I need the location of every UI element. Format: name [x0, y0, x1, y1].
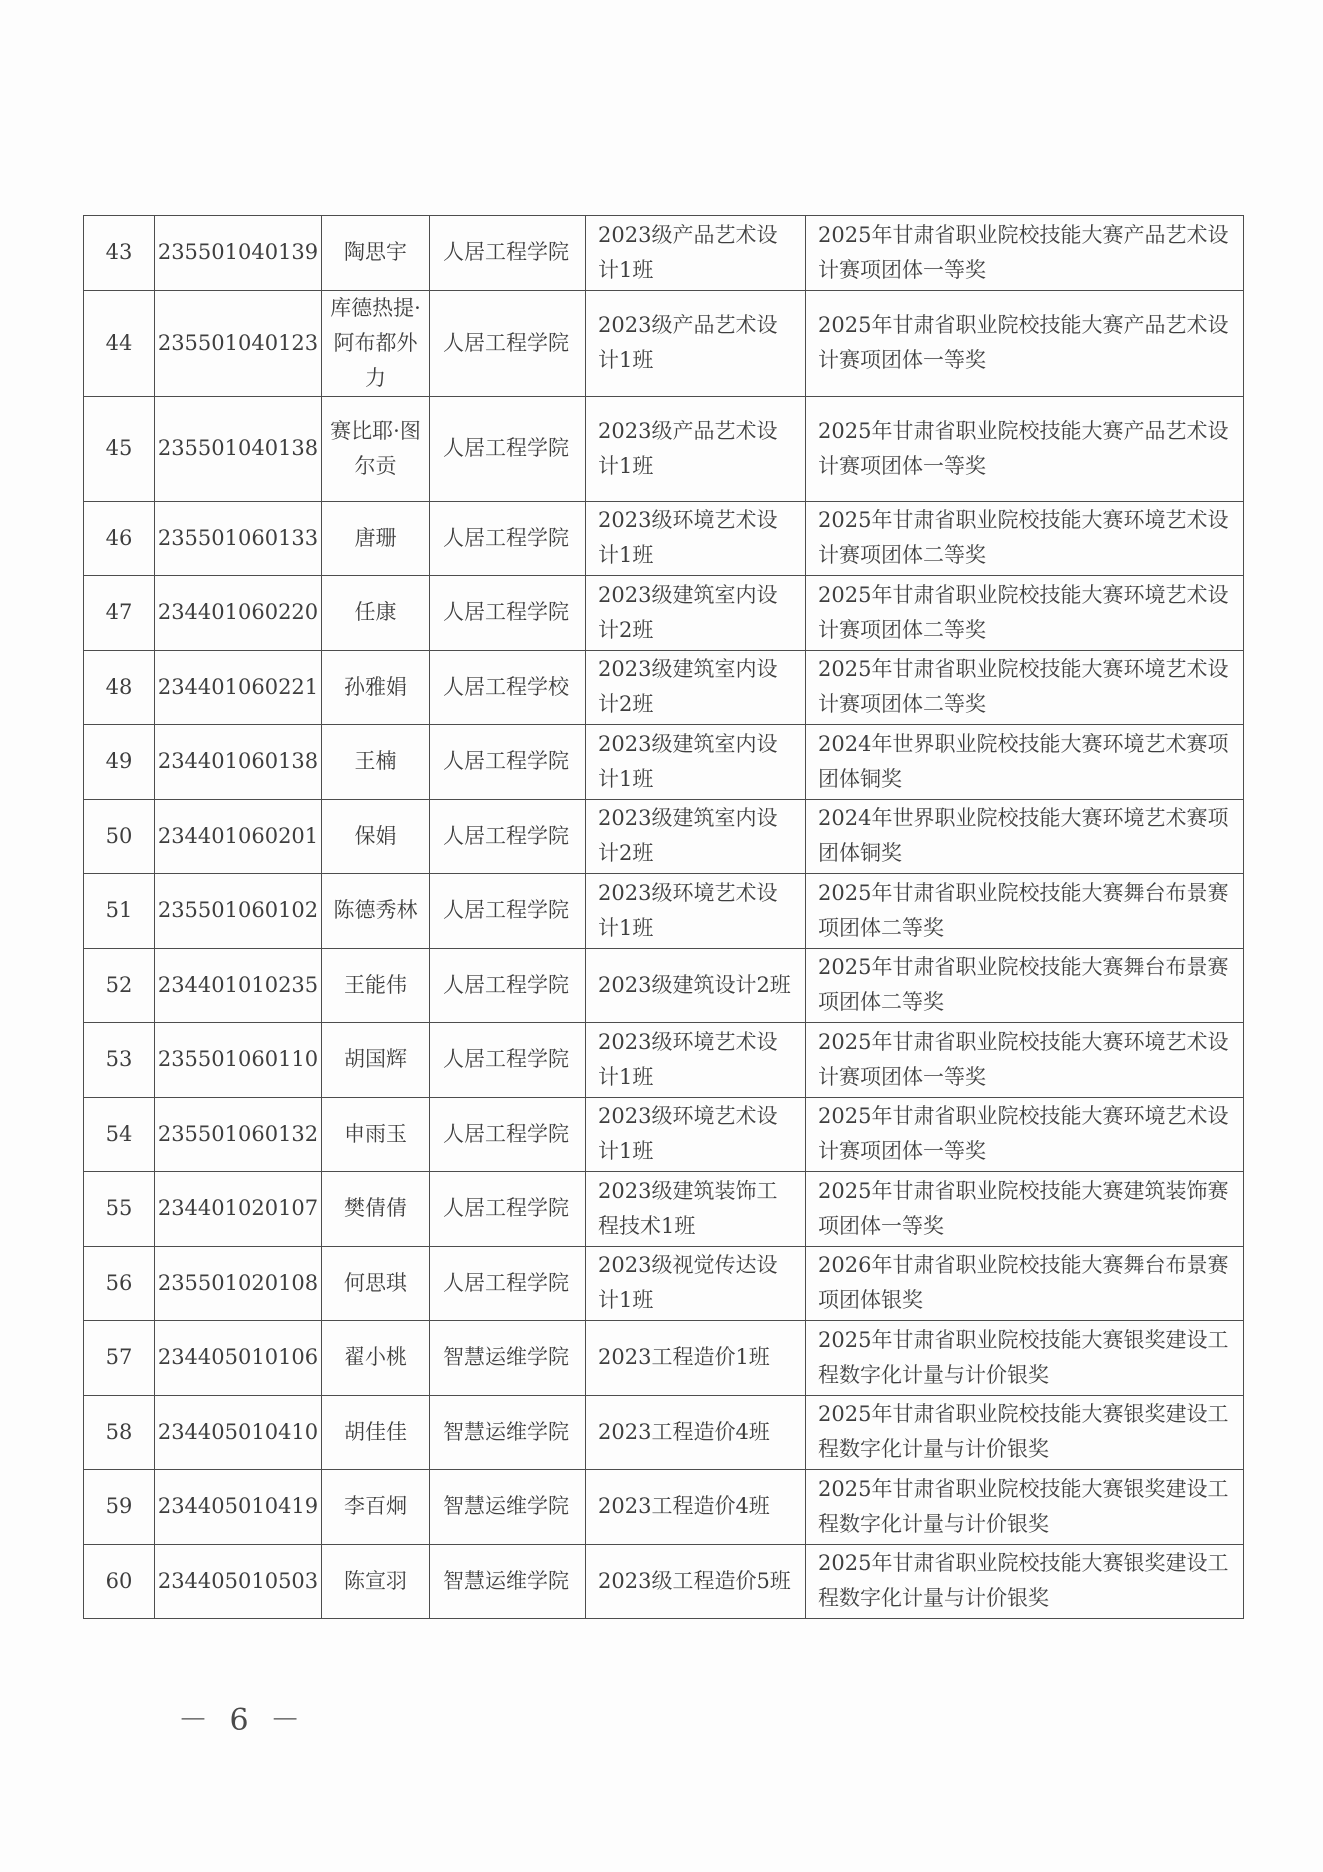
table-row	[84, 1544, 1244, 1619]
row-number: 54	[84, 1097, 155, 1172]
table-row	[84, 1097, 1244, 1172]
award-description: 2025年甘肃省职业院校技能大赛环境艺术设计赛项团体二等奖	[806, 501, 1244, 576]
college-name: 人居工程学院	[430, 799, 586, 874]
row-number: 60	[84, 1544, 155, 1619]
table-row	[84, 650, 1244, 725]
table-row	[84, 1470, 1244, 1545]
college-name: 人居工程学院	[430, 725, 586, 800]
row-number: 50	[84, 799, 155, 874]
table-row	[84, 1172, 1244, 1247]
student-name: 胡国辉	[322, 1023, 430, 1098]
table-row	[84, 725, 1244, 800]
student-id: 234401020107	[155, 1172, 322, 1247]
row-number: 44	[84, 290, 155, 396]
student-id: 235501020108	[155, 1246, 322, 1321]
student-id: 234401010235	[155, 948, 322, 1023]
class-name: 2023级环境艺术设计1班	[586, 874, 806, 949]
class-name: 2023工程造价1班	[586, 1321, 806, 1396]
table-row	[84, 1321, 1244, 1396]
award-description: 2025年甘肃省职业院校技能大赛环境艺术设计赛项团体一等奖	[806, 1023, 1244, 1098]
row-number: 59	[84, 1470, 155, 1545]
college-name: 人居工程学院	[430, 948, 586, 1023]
row-number: 51	[84, 874, 155, 949]
class-name: 2023级建筑室内设计2班	[586, 576, 806, 651]
student-name: 陈德秀林	[322, 874, 430, 949]
college-name: 人居工程学院	[430, 576, 586, 651]
award-description: 2025年甘肃省职业院校技能大赛环境艺术设计赛项团体二等奖	[806, 650, 1244, 725]
student-id: 234401060221	[155, 650, 322, 725]
college-name: 人居工程学院	[430, 1097, 586, 1172]
table-row	[84, 799, 1244, 874]
college-name: 人居工程学院	[430, 1023, 586, 1098]
student-name: 樊倩倩	[322, 1172, 430, 1247]
row-number: 52	[84, 948, 155, 1023]
award-description: 2025年甘肃省职业院校技能大赛舞台布景赛项团体二等奖	[806, 948, 1244, 1023]
student-name: 陈宣羽	[322, 1544, 430, 1619]
class-name: 2023级环境艺术设计1班	[586, 1023, 806, 1098]
table-row	[84, 1395, 1244, 1470]
row-number: 45	[84, 396, 155, 501]
class-name: 2023级建筑设计2班	[586, 948, 806, 1023]
student-name: 任康	[322, 576, 430, 651]
student-id: 235501060102	[155, 874, 322, 949]
college-name: 人居工程学院	[430, 290, 586, 396]
student-name: 王能伟	[322, 948, 430, 1023]
college-name: 人居工程学院	[430, 1172, 586, 1247]
college-name: 人居工程学院	[430, 1246, 586, 1321]
college-name: 智慧运维学院	[430, 1321, 586, 1396]
table-row	[84, 1246, 1244, 1321]
row-number: 55	[84, 1172, 155, 1247]
college-name: 人居工程学院	[430, 874, 586, 949]
page-number: － 6 －	[178, 1703, 307, 1738]
row-number: 58	[84, 1395, 155, 1470]
student-name: 翟小桃	[322, 1321, 430, 1396]
award-description: 2024年世界职业院校技能大赛环境艺术赛项团体铜奖	[806, 799, 1244, 874]
college-name: 人居工程学院	[430, 396, 586, 501]
class-name: 2023级环境艺术设计1班	[586, 1097, 806, 1172]
student-id: 235501040138	[155, 396, 322, 501]
award-description: 2025年甘肃省职业院校技能大赛银奖建设工程数字化计量与计价银奖	[806, 1470, 1244, 1545]
student-id: 235501060110	[155, 1023, 322, 1098]
award-description: 2024年世界职业院校技能大赛环境艺术赛项团体铜奖	[806, 725, 1244, 800]
award-table-body	[84, 216, 1244, 1619]
row-number: 57	[84, 1321, 155, 1396]
table-row	[84, 948, 1244, 1023]
class-name: 2023级产品艺术设计1班	[586, 216, 806, 291]
table-row	[84, 1023, 1244, 1098]
student-id: 234405010419	[155, 1470, 322, 1545]
table-row	[84, 576, 1244, 651]
student-name: 陶思宇	[322, 216, 430, 291]
student-id: 234405010503	[155, 1544, 322, 1619]
table-row	[84, 216, 1244, 291]
student-id: 235501060133	[155, 501, 322, 576]
student-name: 李百炯	[322, 1470, 430, 1545]
award-description: 2026年甘肃省职业院校技能大赛舞台布景赛项团体银奖	[806, 1246, 1244, 1321]
row-number: 47	[84, 576, 155, 651]
class-name: 2023级建筑室内设计2班	[586, 799, 806, 874]
student-id: 234405010106	[155, 1321, 322, 1396]
student-name: 唐珊	[322, 501, 430, 576]
student-name: 何思琪	[322, 1246, 430, 1321]
student-id: 235501040123	[155, 290, 322, 396]
class-name: 2023级建筑室内设计2班	[586, 650, 806, 725]
award-description: 2025年甘肃省职业院校技能大赛建筑装饰赛项团体一等奖	[806, 1172, 1244, 1247]
award-table	[83, 215, 1244, 1619]
award-description: 2025年甘肃省职业院校技能大赛银奖建设工程数字化计量与计价银奖	[806, 1544, 1244, 1619]
row-number: 49	[84, 725, 155, 800]
class-name: 2023级视觉传达设计1班	[586, 1246, 806, 1321]
college-name: 人居工程学院	[430, 216, 586, 291]
student-name: 孙雅娟	[322, 650, 430, 725]
award-description: 2025年甘肃省职业院校技能大赛产品艺术设计赛项团体一等奖	[806, 216, 1244, 291]
row-number: 43	[84, 216, 155, 291]
student-name: 库德热提·阿布都外力	[322, 290, 430, 396]
row-number: 46	[84, 501, 155, 576]
award-description: 2025年甘肃省职业院校技能大赛舞台布景赛项团体二等奖	[806, 874, 1244, 949]
student-name: 保娟	[322, 799, 430, 874]
row-number: 56	[84, 1246, 155, 1321]
college-name: 智慧运维学院	[430, 1395, 586, 1470]
college-name: 人居工程学校	[430, 650, 586, 725]
award-description: 2025年甘肃省职业院校技能大赛银奖建设工程数字化计量与计价银奖	[806, 1395, 1244, 1470]
college-name: 智慧运维学院	[430, 1470, 586, 1545]
class-name: 2023工程造价4班	[586, 1395, 806, 1470]
row-number: 48	[84, 650, 155, 725]
table-row	[84, 290, 1244, 396]
award-description: 2025年甘肃省职业院校技能大赛产品艺术设计赛项团体一等奖	[806, 396, 1244, 501]
row-number: 53	[84, 1023, 155, 1098]
student-name: 王楠	[322, 725, 430, 800]
student-id: 234401060138	[155, 725, 322, 800]
college-name: 人居工程学院	[430, 501, 586, 576]
table-row	[84, 874, 1244, 949]
student-id: 235501040139	[155, 216, 322, 291]
student-id: 234405010410	[155, 1395, 322, 1470]
college-name: 智慧运维学院	[430, 1544, 586, 1619]
class-name: 2023级产品艺术设计1班	[586, 396, 806, 501]
student-name: 赛比耶·图尔贡	[322, 396, 430, 501]
student-id: 234401060220	[155, 576, 322, 651]
class-name: 2023工程造价4班	[586, 1470, 806, 1545]
student-name: 胡佳佳	[322, 1395, 430, 1470]
class-name: 2023级工程造价5班	[586, 1544, 806, 1619]
award-description: 2025年甘肃省职业院校技能大赛产品艺术设计赛项团体一等奖	[806, 290, 1244, 396]
student-name: 申雨玉	[322, 1097, 430, 1172]
class-name: 2023级建筑室内设计1班	[586, 725, 806, 800]
award-description: 2025年甘肃省职业院校技能大赛环境艺术设计赛项团体一等奖	[806, 1097, 1244, 1172]
class-name: 2023级产品艺术设计1班	[586, 290, 806, 396]
award-description: 2025年甘肃省职业院校技能大赛环境艺术设计赛项团体二等奖	[806, 576, 1244, 651]
table-row	[84, 501, 1244, 576]
table-row	[84, 396, 1244, 501]
award-description: 2025年甘肃省职业院校技能大赛银奖建设工程数字化计量与计价银奖	[806, 1321, 1244, 1396]
class-name: 2023级环境艺术设计1班	[586, 501, 806, 576]
student-id: 235501060132	[155, 1097, 322, 1172]
student-id: 234401060201	[155, 799, 322, 874]
class-name: 2023级建筑装饰工程技术1班	[586, 1172, 806, 1247]
